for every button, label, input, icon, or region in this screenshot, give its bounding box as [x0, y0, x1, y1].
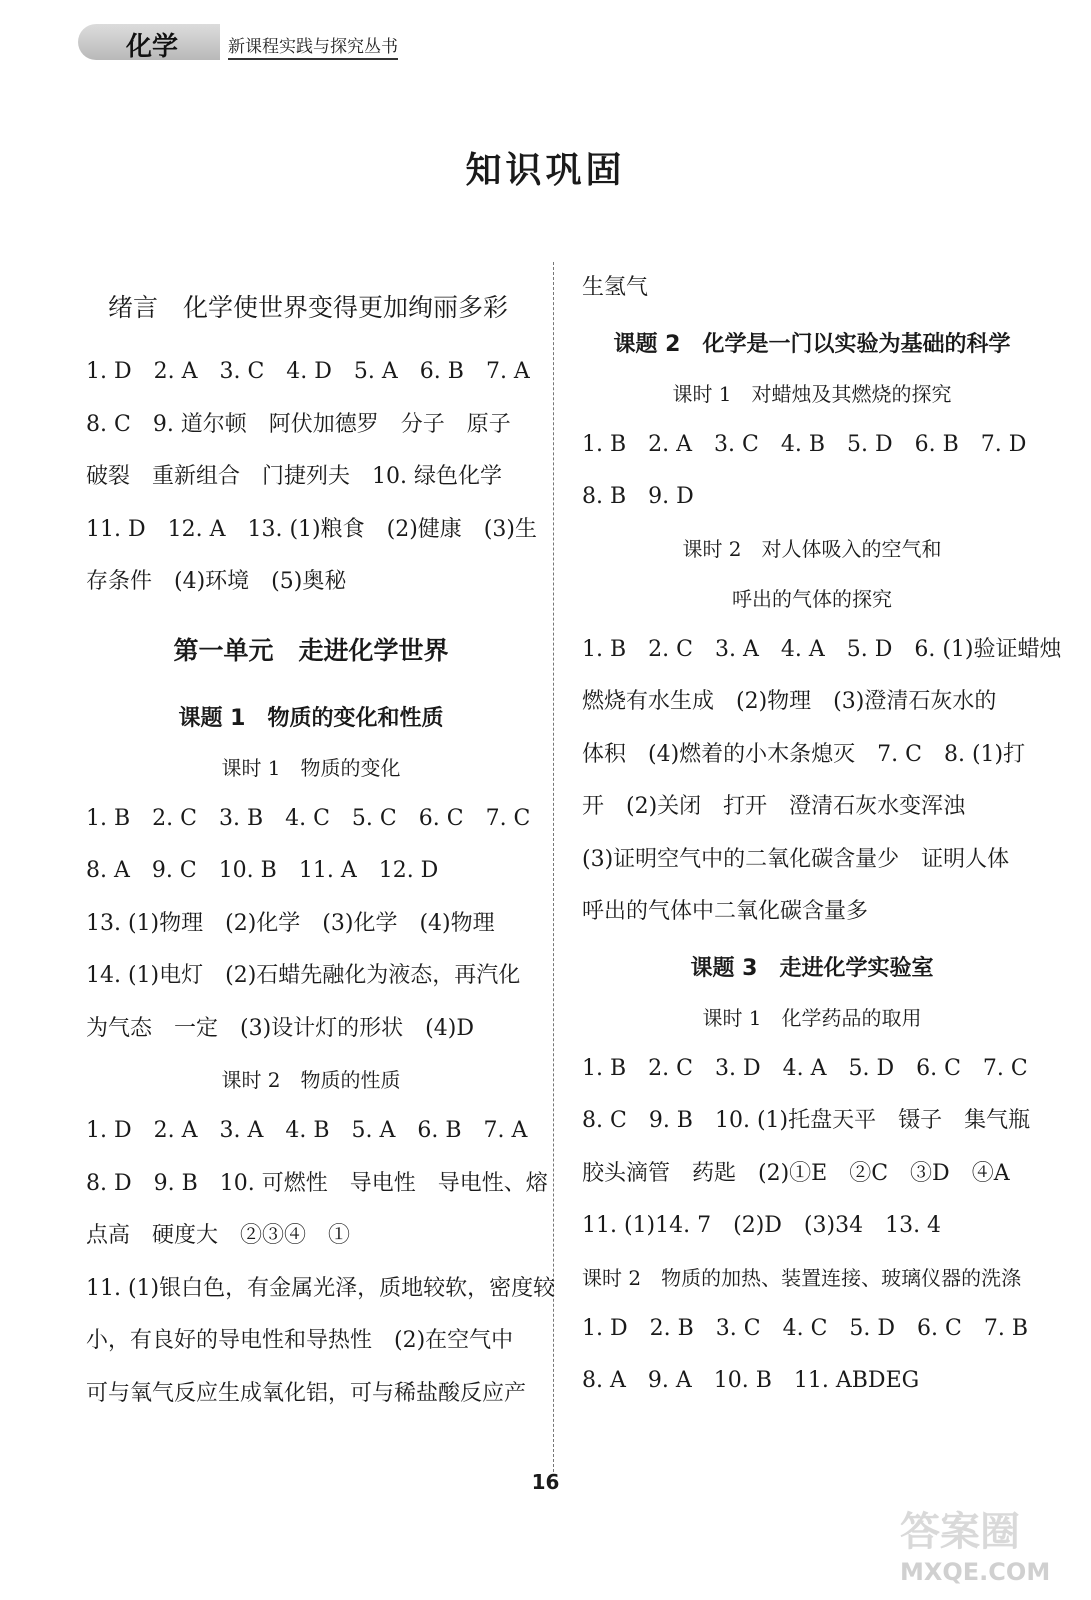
lesson-heading: 课时 2 物质的性质 [221, 1068, 401, 1092]
answer-line: (3)证明空气中的二氧化碳含量少 证明人体 [582, 846, 1010, 872]
answer-line: 可与氧气反应生成氧化铝，可与稀盐酸反应产 [86, 1380, 527, 1406]
page-title: 知识巩固 [465, 150, 626, 191]
answer-line: 体积 (4)燃着的小木条熄灭 7. C 8. (1)打 [582, 741, 1026, 767]
book-header [78, 20, 418, 64]
answer-line: 胶头滴管 药匙 (2)①E ②C ③D ④A [582, 1160, 1010, 1186]
answer-line: 呼出的气体中二氧化碳含量多 [582, 899, 869, 924]
answer-line: 14. (1)电灯 (2)石蜡先融化为液态，再汽化 [86, 963, 521, 988]
answer-line: 8. C 9. B 10. (1)托盘天平 镊子 集气瓶 [582, 1108, 1031, 1133]
answer-line: 1. B 2. A 3. C 4. B 5. D 6. B 7. D [582, 431, 1027, 457]
answer-line: 1. D 2. B 3. C 4. C 5. D 6. C 7. B [582, 1315, 1028, 1341]
series-label: 新课程实践与探究丛书 [228, 32, 398, 60]
answer-line: 破裂 重新组合 门捷列夫 10. 绿色化学 [86, 464, 502, 489]
unit-heading: 第一单元 走进化学世界 [173, 635, 449, 665]
watermark-url: MXQE.COM [900, 1558, 1051, 1586]
answer-line: 燃烧有水生成 (2)物理 (3)澄清石灰水的 [582, 689, 997, 714]
lesson-heading: 课时 2 物质的加热、装置连接、玻璃仪器的洗涤 [582, 1265, 1022, 1290]
answer-line: 1. D 2. A 3. A 4. B 5. A 6. B 7. A [86, 1118, 528, 1143]
answer-line: 8. C 9. 道尔顿 阿伏加德罗 分子 原子 [86, 411, 511, 437]
lesson-heading: 课时 1 化学药品的取用 [702, 1005, 922, 1030]
lesson-heading: 课时 2 对人体吸入的空气和 [682, 536, 942, 561]
answer-line: 1. B 2. C 3. B 4. C 5. C 6. C 7. C [86, 805, 531, 831]
lesson-heading: 课时 1 对蜡烛及其燃烧的探究 [672, 381, 952, 406]
left-column [86, 262, 556, 1420]
topic-heading: 课题 3 走进化学实验室 [690, 955, 934, 981]
answer-line: 存条件 (4)环境 (5)奥秘 [86, 569, 347, 594]
answer-line: 13. (1)物理 (2)化学 (3)化学 (4)物理 [86, 910, 495, 936]
answer-line: 为气态 一定 (3)设计灯的形状 (4)D [86, 1015, 474, 1041]
answer-line: 8. B 9. D [582, 484, 694, 509]
lesson-heading: 课时 1 物质的变化 [221, 755, 401, 780]
topic-heading: 课题 2 化学是一门以实验为基础的科学 [613, 331, 1011, 357]
answer-line: 8. D 9. B 10. 可燃性 导电性 导电性、熔 [86, 1170, 548, 1196]
lesson-heading-cont: 呼出的气体的探究 [732, 586, 892, 611]
answer-line: 开 (2)关闭 打开 澄清石灰水变浑浊 [582, 794, 966, 819]
page-number: 16 [531, 1470, 560, 1494]
intro-heading: 绪言 化学使世界变得更加绚丽多彩 [108, 293, 509, 322]
answer-line: 1. B 2. C 3. A 4. A 5. D 6. (1)验证蜡烛 [582, 636, 1062, 662]
answer-line: 11. D 12. A 13. (1)粮食 (2)健康 (3)生 [86, 516, 537, 542]
watermark-logo: 答案圈 [900, 1509, 1020, 1555]
topic-heading: 课题 1 物质的变化和性质 [178, 705, 444, 731]
watermark [900, 1500, 1070, 1590]
answer-line: 点高 硬度大 ②③④ ① [86, 1223, 351, 1248]
answer-line: 8. A 9. A 10. B 11. ABDEG [582, 1368, 920, 1393]
answer-line: 11. (1)14. 7 (2)D (3)34 13. 4 [582, 1213, 942, 1238]
continuation-line: 生氢气 [582, 275, 649, 300]
answer-line: 1. B 2. C 3. D 4. A 5. D 6. C 7. C [582, 1055, 1028, 1081]
answer-line: 8. A 9. C 10. B 11. A 12. D [86, 858, 439, 883]
answer-line: 小，有良好的导电性和导热性 (2)在空气中 [86, 1328, 514, 1353]
subject-label: 化学 [126, 32, 179, 62]
right-column [582, 262, 1062, 1408]
answer-line: 11. (1)银白色，有金属光泽，质地较软，密度较 [86, 1275, 556, 1301]
answer-line: 1. D 2. A 3. C 4. D 5. A 6. B 7. A [86, 359, 530, 384]
